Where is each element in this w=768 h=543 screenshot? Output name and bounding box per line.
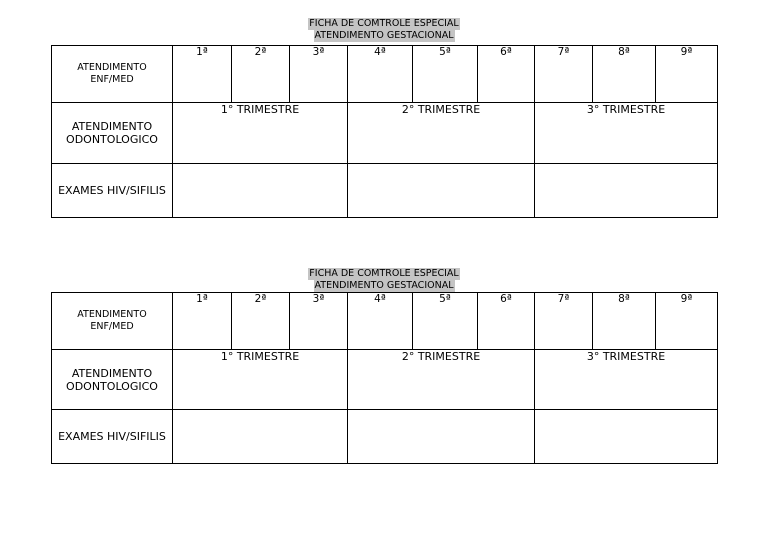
form-table bbox=[51, 292, 718, 464]
row-label-line: ODONTOLOGICO bbox=[66, 379, 158, 393]
month-cell-7[interactable]: 7ª bbox=[535, 293, 593, 349]
month-cell-2[interactable]: 2ª bbox=[232, 46, 290, 102]
row-label-line: ATENDIMENTO bbox=[71, 120, 153, 133]
row-label-line: ENF/MED bbox=[90, 74, 134, 85]
table-row-exames bbox=[52, 163, 717, 217]
table-row-odonto bbox=[52, 349, 717, 409]
month-cell-1[interactable]: 1ª bbox=[173, 293, 232, 349]
trimester-cell-1[interactable]: 1° TRIMESTRE bbox=[173, 103, 348, 163]
trimester-cell-2[interactable]: 2° TRIMESTRE bbox=[348, 103, 535, 163]
row-label-enf-med bbox=[52, 293, 173, 349]
month-cell-8[interactable]: 8ª bbox=[593, 293, 656, 349]
trimester-cell-3[interactable]: 3° TRIMESTRE bbox=[586, 350, 666, 363]
trimester-cell-2[interactable]: 2° TRIMESTRE bbox=[348, 350, 535, 409]
table-row-enf-med bbox=[52, 293, 717, 349]
month-cell-7[interactable]: 7ª bbox=[535, 46, 593, 102]
form-title bbox=[0, 18, 768, 42]
row-label-line: ATENDIMENTO bbox=[71, 366, 153, 380]
exam-cell-1[interactable] bbox=[173, 410, 348, 463]
trimester-cell-3[interactable]: 3° TRIMESTRE bbox=[586, 103, 666, 116]
month-cell-4[interactable]: 4ª bbox=[348, 293, 413, 349]
form-title-line-2: ATENDIMENTO GESTACIONAL bbox=[314, 30, 454, 41]
row-label-odonto bbox=[52, 350, 173, 409]
exam-cell-3[interactable] bbox=[535, 410, 717, 463]
row-label-line: ATENDIMENTO bbox=[77, 309, 147, 320]
table-row-exames bbox=[52, 409, 717, 463]
month-cell-6[interactable]: 6ª bbox=[478, 46, 535, 102]
exam-cell-2[interactable] bbox=[348, 164, 535, 217]
table-row-enf-med bbox=[52, 46, 717, 102]
month-cell-3[interactable]: 3ª bbox=[290, 46, 348, 102]
form-table bbox=[51, 45, 718, 218]
month-cell-2[interactable]: 2ª bbox=[232, 293, 290, 349]
row-label-odonto bbox=[52, 103, 173, 163]
row-label-exames: EXAMES HIV/SIFILIS bbox=[52, 164, 173, 217]
month-cell-3[interactable]: 3ª bbox=[290, 293, 348, 349]
row-label-line: ENF/MED bbox=[90, 321, 134, 332]
row-label-enf-med bbox=[52, 46, 173, 102]
table-row-odonto bbox=[52, 102, 717, 163]
month-cell-4[interactable]: 4ª bbox=[348, 46, 413, 102]
exam-cell-3[interactable] bbox=[535, 164, 717, 217]
month-cell-6[interactable]: 6ª bbox=[478, 293, 535, 349]
row-label-exames: EXAMES HIV/SIFILIS bbox=[52, 410, 173, 463]
month-cell-1[interactable]: 1ª bbox=[173, 46, 232, 102]
exam-cell-2[interactable] bbox=[348, 410, 535, 463]
month-cell-5[interactable]: 5ª bbox=[413, 293, 478, 349]
form-title-line-1: FICHA DE COMTROLE ESPECIAL bbox=[309, 18, 459, 29]
month-cell-5[interactable]: 5ª bbox=[413, 46, 478, 102]
month-cell-9[interactable]: 9ª bbox=[680, 46, 693, 58]
form-title bbox=[0, 268, 768, 292]
row-label-line: ODONTOLOGICO bbox=[66, 133, 158, 146]
trimester-cell-1[interactable]: 1° TRIMESTRE bbox=[173, 350, 348, 409]
month-cell-8[interactable]: 8ª bbox=[593, 46, 656, 102]
row-label-line: ATENDIMENTO bbox=[77, 62, 147, 73]
form-title-line-2: ATENDIMENTO GESTACIONAL bbox=[314, 280, 454, 291]
form-title-line-1: FICHA DE COMTROLE ESPECIAL bbox=[309, 268, 459, 279]
month-cell-9[interactable]: 9ª bbox=[680, 293, 693, 305]
exam-cell-1[interactable] bbox=[173, 164, 348, 217]
